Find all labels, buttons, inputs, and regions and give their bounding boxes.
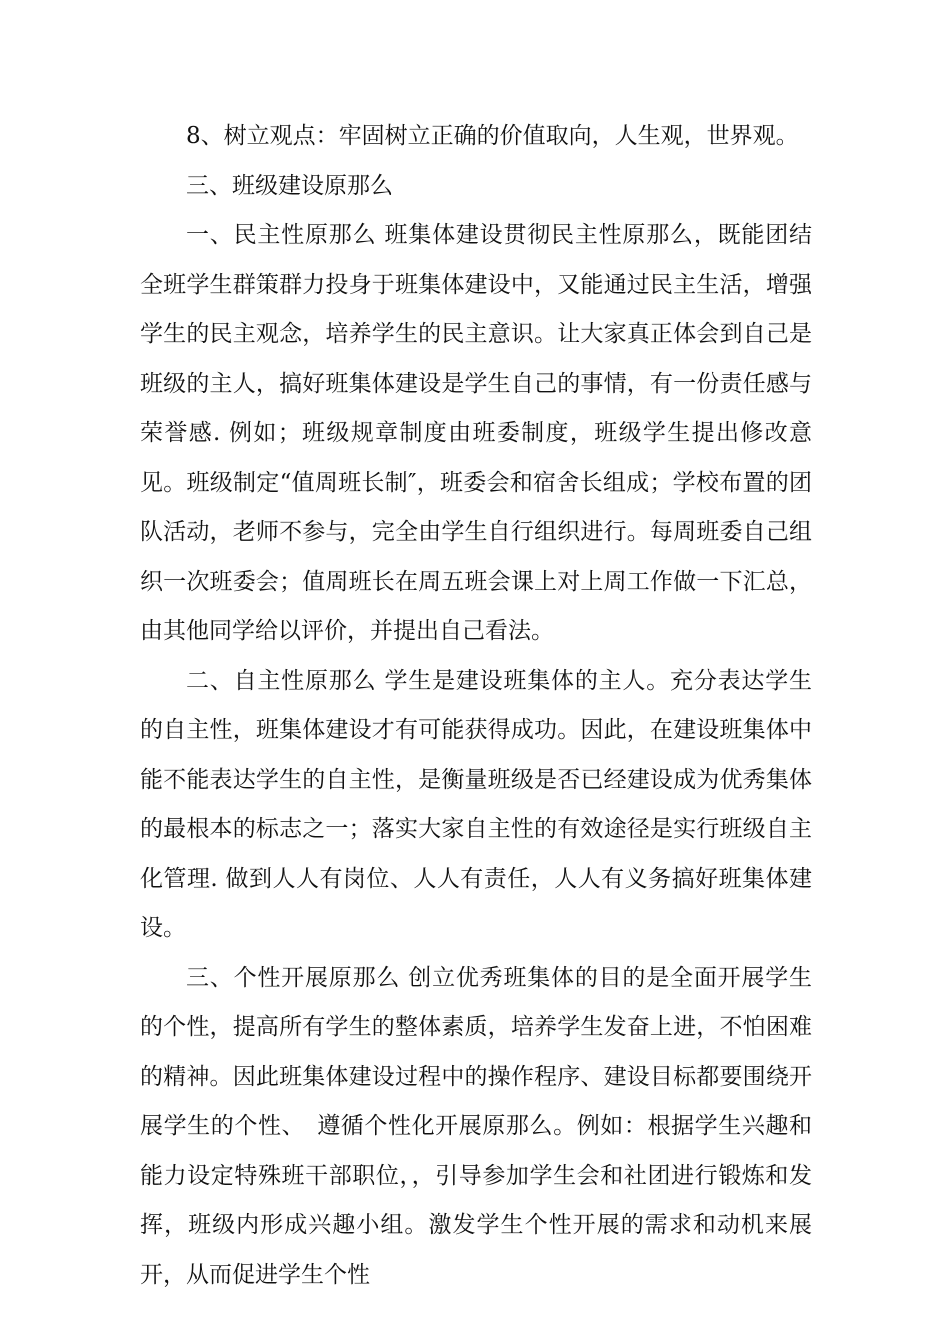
section-heading: 三、班级建设原那么 — [186, 172, 393, 199]
paragraph-viewpoint: 8、树立观点：牢固树立正确的价值取向，人生观，世界观。 — [186, 123, 799, 149]
paragraph-individuality-principle: 三、个性开展原那么 创立优秀班集体的目的是全面开展学生的个性，提高所有学生的整体素质，培养学生发奋上进，不怕困难的精神。因此班集体建设过程中的操作程序、建设目标都要围绕开展学生的个性、 遵循个性化开展原那么。例如：根据学生兴趣和能力设定特殊班干部职位，，引导参加学生会和社团进行锻炼和发挥，班级内形成兴趣小组。激发学生个性开展的需求和动机来展开，从而促进学生个性 — [140, 964, 812, 1288]
paragraph-autonomy-principle: 二、自主性原那么 学生是建设班集体的主人。充分表达学生的自主性，班集体建设才有可能获得成功。因此，在建设班集体中能不能表达学生的自主性，是衡量班级是否已经建设成为优秀集体的最根本的标志之一；落实大家自主性的有效途径是实行班级自主化管理. 做到人人有岗位、人人有责任，人人有义务搞好班集体建设。 — [140, 667, 812, 941]
paragraph-democracy-principle: 一、民主性原那么 班集体建设贯彻民主性原那么，既能团结全班学生群策群力投身于班集体建设中，又能通过民主生活，增强学生的民主观念，培养学生的民主意识。让大家真正体会到自己是班级的主人，搞好班集体建设是学生自己的事情，有一份责任感与荣誉感. 例如；班级规章制度由班委制度，班级学生提出修改意见。班级制定“值周班长制″，班委会和宿舍长组成；学校布置的团队活动，老师不参与，完全由学生自行组织进行。每周班委自己组织一次班委会；值周班长在周五班会课上对上周工作做一下汇总，由其他同学给以评价，并提出自己看法。 — [140, 222, 812, 644]
document-body — [140, 112, 812, 1300]
